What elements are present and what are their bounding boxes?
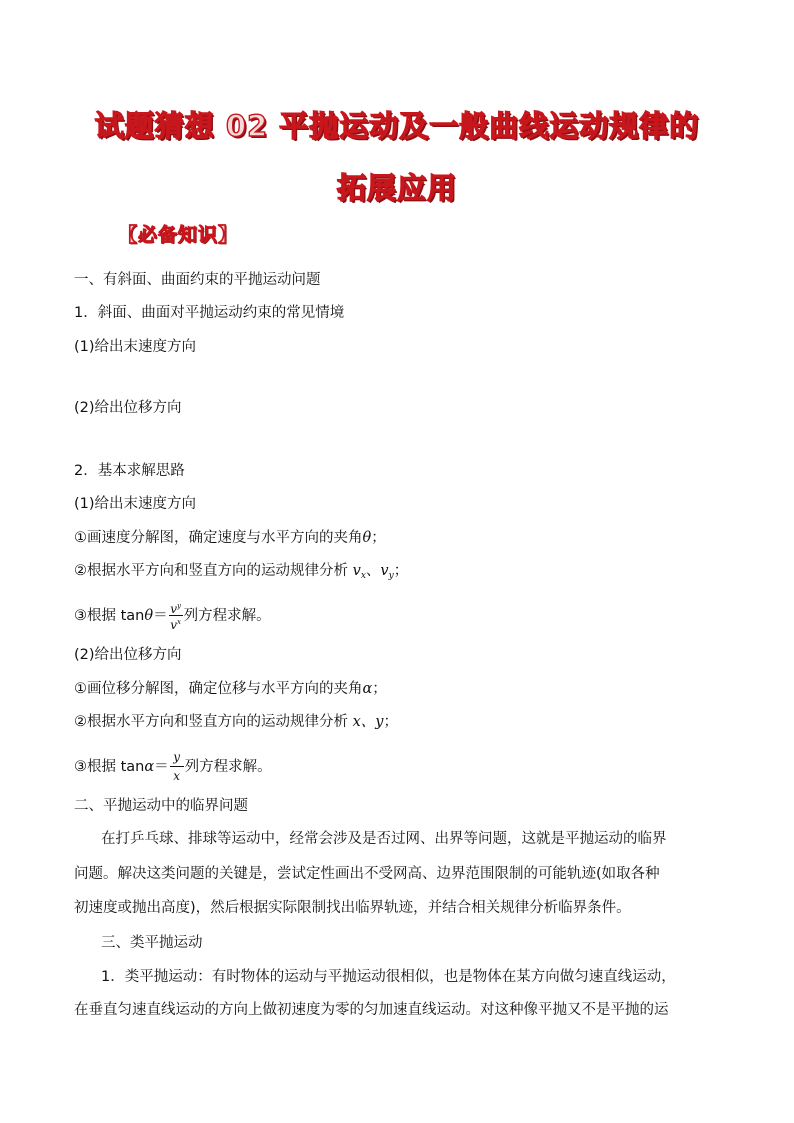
math-vx (353, 563, 366, 579)
math-v: v (170, 618, 178, 632)
step-end: ； (371, 530, 386, 546)
fraction-vy-over-vx (169, 599, 183, 633)
paragraph-1: 1．斜面、曲面对平抛运动约束的常见情境 (74, 305, 345, 321)
step-suffix: 列方程求解。 (183, 608, 271, 624)
item-2-1: (1)给出末速度方向 (74, 496, 197, 512)
step-text: ②根据水平方向和竖直方向的运动规律分析 (74, 714, 348, 730)
math-alpha: α (362, 681, 373, 697)
math-v: v (352, 563, 361, 579)
fraction-denominator (169, 616, 183, 632)
document-title-line-1: 试题猜想 02 平抛运动及一般曲线运动规律的 (94, 109, 700, 143)
item-1-1: (1)给出末速度方向 (74, 339, 197, 355)
fraction-bar (170, 766, 184, 767)
step-text: ①画位移分解图，确定位移与水平方向的夹角 (74, 681, 363, 697)
step-prefix: ③根据 tan (74, 759, 145, 775)
math-theta: θ (362, 530, 372, 546)
math-x-y: x、y (352, 714, 384, 730)
math-separator: 、 (365, 563, 381, 579)
section-2-line-2: 问题。解决这类问题的关键是，尝试定性画出不受网高、边界范围限制的可能轨迹(如取各种 (74, 866, 660, 882)
step-end: ； (393, 563, 409, 579)
paragraph-2: 2．基本求解思路 (74, 463, 185, 479)
fraction-denominator: x (173, 769, 181, 783)
step-text: ②根据水平方向和竖直方向的运动规律分析 (74, 563, 348, 579)
math-sub-y: y (388, 571, 394, 581)
fraction-numerator (169, 600, 183, 616)
step-displacement-2 (74, 712, 398, 732)
math-theta: θ (144, 608, 154, 624)
step-text: ①画速度分解图，确定速度与水平方向的夹角 (74, 530, 363, 546)
section-tag: 【必备知识】 (118, 224, 239, 246)
item-2-2: (2)给出位移方向 (74, 647, 182, 663)
math-sup-y: y (177, 602, 181, 610)
section-3-line-1: 1．类平抛运动：有时物体的运动与平抛运动很相似，也是物体在某方向做匀速直线运动， (101, 969, 676, 985)
item-1-2: (2)给出位移方向 (74, 400, 182, 416)
document-title-line-2: 拓展应用 (336, 171, 457, 205)
math-sup-x: x (177, 618, 181, 626)
math-sub-x: x (360, 571, 366, 581)
math-alpha: α (144, 759, 155, 775)
step-end: ； (383, 714, 398, 730)
section-2-line-3: 初速度或抛出高度)，然后根据实际限制找出临界轨迹，并结合相关规律分析临界条件。 (74, 900, 631, 916)
step-velocity-3 (74, 599, 271, 633)
math-equals: ＝ (153, 608, 168, 624)
fraction-y-over-x (170, 750, 184, 784)
section-3-line-2: 在垂直匀速直线运动的方向上做初速度为零的匀加速直线运动。对这种像平抛又不是平抛的运 (74, 1002, 669, 1018)
step-prefix: ③根据 tan (74, 608, 145, 624)
section-3-heading: 三、类平抛运动 (101, 935, 203, 951)
step-suffix: 列方程求解。 (184, 759, 272, 775)
step-velocity-1 (74, 528, 386, 548)
step-displacement-3 (74, 750, 272, 784)
step-end: ； (372, 681, 387, 697)
section-1-heading: 一、有斜面、曲面约束的平抛运动问题 (74, 272, 321, 288)
math-equals: ＝ (154, 759, 169, 775)
math-vy (380, 563, 393, 579)
fraction-numerator: y (173, 750, 181, 764)
math-v: v (170, 602, 178, 616)
section-2-line-1: 在打乒乓球、排球等运动中，经常会涉及是否过网、出界等问题，这就是平抛运动的临界 (101, 831, 667, 847)
section-2-heading: 二、平抛运动中的临界问题 (74, 798, 248, 814)
step-displacement-1 (74, 679, 387, 699)
math-v: v (380, 563, 389, 579)
step-velocity-2 (74, 561, 408, 586)
